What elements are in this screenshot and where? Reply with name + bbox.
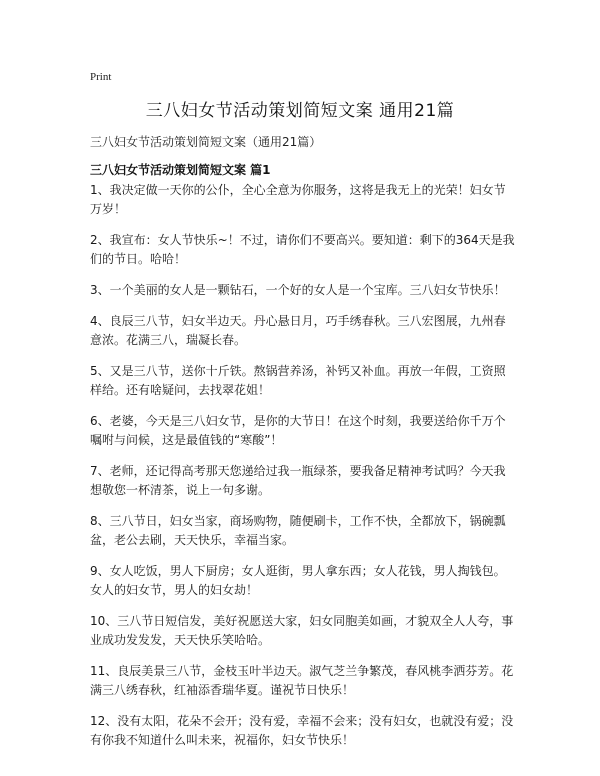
list-item: 9、女人吃饭，男人下厨房；女人逛街，男人拿东西；女人花钱，男人掏钱包。女人的妇女节，男人的妇女劫！ <box>90 564 506 597</box>
print-label: Print <box>90 71 112 83</box>
document-title: 三八妇女节活动策划简短文案 通用21篇 <box>145 101 455 121</box>
list-item: 1、我决定做一天你的公仆，全心全意为你服务，这将是我无上的光荣！妇女节万岁！ <box>90 183 506 216</box>
list-item: 7、老师，还记得高考那天您递给过我一瓶绿茶，要我备足精神考试吗？今天我想敬您一杯清茶，说上一句多谢。 <box>90 464 506 497</box>
list-item: 8、三八节日，妇女当家，商场购物，随便刷卡，工作不快，全都放下，锅碗瓢盆，老公去刷，天天快乐，幸福当家。 <box>90 514 506 547</box>
list-item: 10、三八节日短信发，美好祝愿送大家，妇女同胞美如画，才貌双全人人夸，事业成功发发发，天天快乐笑哈哈。 <box>90 614 514 647</box>
list-item: 2、我宣布：女人节快乐~！不过，请你们不要高兴。要知道：剩下的364天是我们的节日。哈哈！ <box>90 233 515 266</box>
section-heading: 三八妇女节活动策划简短文案 篇1 <box>90 163 271 177</box>
greeting-list <box>90 181 516 762</box>
list-item: 3、一个美丽的女人是一颗钻石，一个好的女人是一个宝库。三八妇女节快乐！ <box>90 283 506 297</box>
list-item: 12、没有太阳，花朵不会开；没有爱，幸福不会来；没有妇女，也就没有爱；没有你我不知道什么叫未来，祝福你，妇女节快乐！ <box>90 714 514 747</box>
list-item: 4、良辰三八节，妇女半边天。丹心悬日月，巧手绣春秋。三八宏图展，九州春意浓。花满三八，瑞凝长春。 <box>90 314 506 347</box>
document-subtitle: 三八妇女节活动策划简短文案（通用21篇） <box>90 135 322 149</box>
list-item: 11、良辰美景三八节，金枝玉叶半边天。淑气芝兰争繁茂，春风桃李洒芬芳。花满三八绣春秋，红袖添香瑞华夏。谨祝节日快乐！ <box>90 664 514 697</box>
list-item: 5、又是三八节，送你十斤铁。熬锅营养汤，补钙又补血。再放一年假，工资照样给。还有啥疑问，去找翠花姐！ <box>90 364 506 397</box>
list-item: 6、老婆，今天是三八妇女节，是你的大节日！在这个时刻，我要送给你千万个嘱咐与问候，这是最值钱的“寒酸”！ <box>90 414 506 447</box>
